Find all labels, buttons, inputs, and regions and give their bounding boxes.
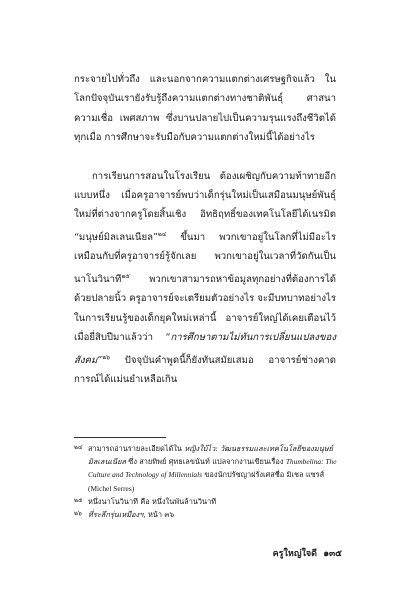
author-name-english: (Michel Serres): [88, 483, 135, 493]
page-footer: [273, 546, 342, 560]
footnote-text-part: สามารถอ่านรายละเอียดได้ใน: [88, 444, 185, 453]
source-title: ที่ระลึกรุ่นเหมืองฯ: [88, 510, 144, 520]
footnote-text-part: ของนักปรัชญาฝรั่งเศสชื่อ มิเชล แซรส์: [202, 470, 325, 480]
footnote-ref-24: ๒๔: [157, 230, 167, 238]
paragraph-2-part-b: ขึ้นมา พวกเขาอยู่ในโลกที่ไม่มีอะไรเหมือนกับที่ครูอาจารย์รู้จักเลย พวกเขาอยู่ในเวลาที่วัดกันเป็นนาโนวินาที: [74, 232, 336, 286]
footnote-mark: ๒๔: [74, 444, 83, 451]
footnote-26: [74, 508, 340, 521]
footnote-divider: [74, 437, 166, 438]
paragraph-1: กระจายไปทั่วถึง และนอกจากความแตกต่างเศรษฐกิจแล้ว ในโลกปัจจุบันเรายังรับรู้ถึงความแตกต่างทางชาติพันธุ์ ศาสนา ความเชื่อ เพศสภาพ ซึ่งบานปลายไปเป็นความรุนแรงถึงชีวิตได้ทุกเมื่อ การศึกษาจะรับมือกับความแตกต่างใหม่นี้ได้อย่างไร: [74, 74, 336, 144]
footnote-mark: ๒๕: [74, 496, 83, 504]
paragraph-2-part-c: พวกเขาสามารถหาข้อมูลทุกอย่างที่ต้องการได้ด้วยปลายนิ้ว ครูอาจารย์จะเตรียมตัวอย่างไร จะมีบทบาทอย่างไรในการเรียนรู้ของเด็กยุคใหม่เหล่านี้ อาจารย์ใหญ่ได้เคยเตือนไว้เมื่อยี่สิบปีมาแล้วว่า: [74, 274, 336, 344]
footnote-ref-26: ๒๖: [102, 353, 110, 361]
footnote-24: [74, 442, 340, 495]
paragraph-2-part-d: ปัจจุบันคำพูดนี้ก็ยังทันสมัยเสมอ อาจารย์ช่างคาดการณ์ได้แม่นยำเหลือเกิน: [74, 354, 336, 386]
quote: “การศึกษาตามไม่ทันการเปลี่ยนแปลงของสังคม”: [74, 332, 336, 366]
running-footer-title: ครูใหญ่ใจดี: [272, 549, 318, 559]
main-text: [74, 70, 336, 390]
footnote-mark: ๒๖: [74, 510, 82, 518]
book-title-thai: หญิงใบ้ไว: วัฒนธรรมและเทคโนโลยีของมนุษย์มิลเลนเนียล: [88, 444, 334, 467]
footnotes: [74, 442, 340, 521]
page-number: ๑๓๕: [323, 549, 342, 559]
footnote-text: หนึ่งนาโนวินาที คือ หนึ่งในพันล้านวินาที: [88, 496, 217, 506]
book-title-english: Thumbelina: The Culture and Technology of Millennials: [88, 457, 337, 480]
paragraph-2: [74, 167, 336, 390]
paragraph-2-part-a: การเรียนการสอนในโรงเรียน ต้องเผชิญกับความท้าทายอีกแบบหนึ่ง เมื่อครูอาจารย์พบว่าเด็กรุ่นใหม่เป็นเสมือนมนุษย์พันธุ์ใหม่ที่ต่างจากครูโดยสิ้นเชิง อิทธิฤทธิ์ของเทคโนโลยีได้เนรมิต “มนุษย์มิลเลนเนียล”: [74, 170, 336, 244]
footnote-ref-25: ๒๕: [121, 272, 130, 280]
footnote-text: [88, 442, 340, 495]
source-page: , หน้า ๓๖: [143, 510, 175, 520]
footnote-25: [74, 495, 340, 508]
footnote-text: [88, 508, 340, 521]
footnote-text-part: ซึ่ง สายทิพย์ ศุทธเลขนันท์ แปลจากงานเขียนเรื่อง: [125, 457, 286, 467]
